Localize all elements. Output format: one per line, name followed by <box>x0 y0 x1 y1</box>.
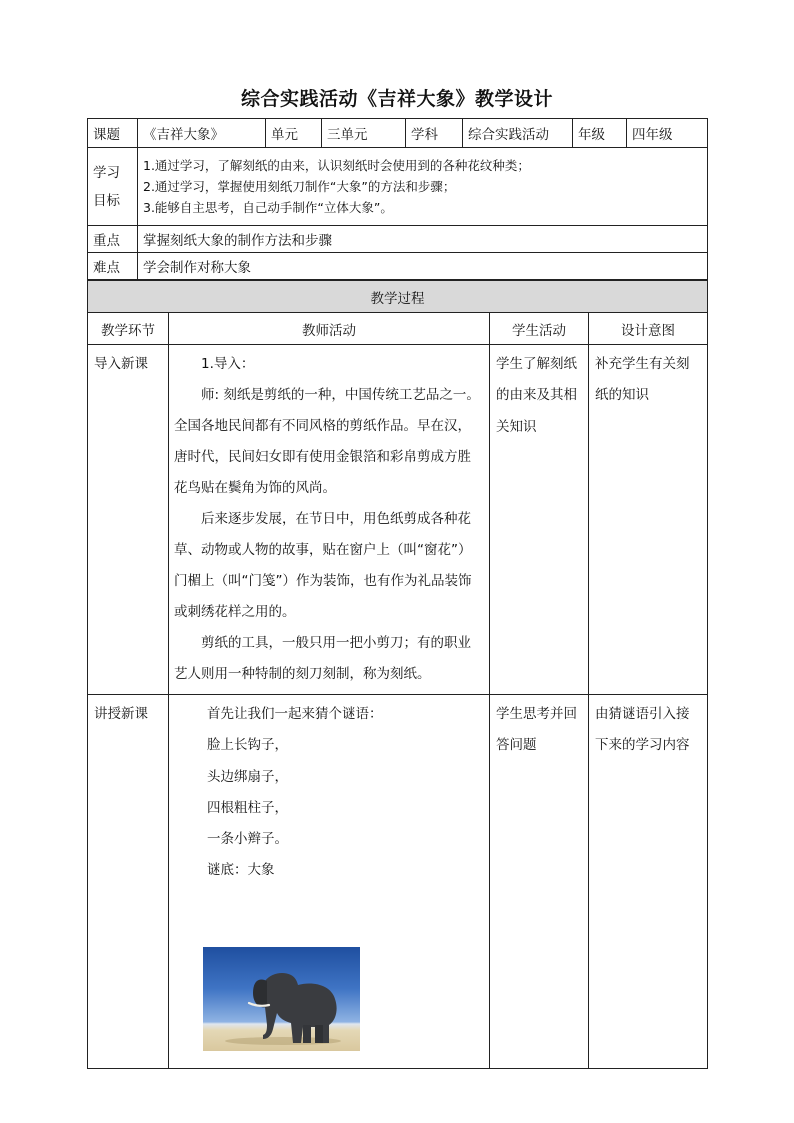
process-heading: 教学过程 <box>88 281 708 313</box>
goals-label-line1: 学习 <box>93 164 120 181</box>
grade-value: 四年级 <box>627 119 708 148</box>
riddle-answer: 谜底：大象 <box>207 862 275 879</box>
grade-label: 年级 <box>573 119 627 148</box>
process-table <box>87 280 708 1069</box>
teacher-activity-intro <box>169 345 490 695</box>
goals-content <box>138 148 708 226</box>
goals-label <box>88 148 138 226</box>
riddle-line: 四根粗柱子， <box>207 799 288 816</box>
goal-item: 1.通过学习，了解刻纸的由来，认识刻纸时会使用到的各种花纹种类； <box>143 158 530 173</box>
design-intent-intro: 补充学生有关刻纸的知识 <box>589 345 708 695</box>
stage-intro: 导入新课 <box>88 345 169 695</box>
elephant-photo <box>203 947 360 1051</box>
riddle-line: 一条小辫子。 <box>207 831 288 848</box>
lesson-label: 课题 <box>88 119 138 148</box>
info-table <box>87 118 708 280</box>
teacher-paragraph: 师: 刻纸是剪纸的一种，中国传统工艺品之一。全国各地民间都有不同风格的剪纸作品。早在汉，唐时代，民间妇女即有使用金银箔和彩帛剪成方胜花鸟贴在鬓角为饰的风尚。 <box>174 387 480 496</box>
teacher-paragraph: 1.导入： <box>201 356 255 372</box>
goal-item: 3.能够自主思考，自己动手制作“立体大象”。 <box>143 200 393 215</box>
riddle-line: 脸上长钩子， <box>207 737 288 754</box>
key-point-label: 重点 <box>88 226 138 253</box>
subject-label: 学科 <box>406 119 463 148</box>
difficulty-value: 学会制作对称大象 <box>138 253 708 280</box>
design-intent-new-lesson: 由猜谜语引入接下来的学习内容 <box>589 695 708 1069</box>
unit-value: 三单元 <box>322 119 406 148</box>
elephant-icon <box>203 947 360 1051</box>
riddle-line: 头边绑扇子， <box>207 768 288 785</box>
col-intent-header: 设计意图 <box>589 313 708 345</box>
student-activity-new-lesson: 学生思考并回答问题 <box>490 695 589 1069</box>
student-activity-intro: 学生了解刻纸的由来及其相关知识 <box>490 345 589 695</box>
col-teacher-header: 教师活动 <box>169 313 490 345</box>
col-stage-header: 教学环节 <box>88 313 169 345</box>
teacher-paragraph: 剪纸的工具，一般只用一把小剪刀；有的职业艺人则用一种特制的刻刀刻制，称为刻纸。 <box>174 635 471 682</box>
page-title: 综合实践活动《吉祥大象》教学设计 <box>240 88 553 110</box>
goals-label-line2: 目标 <box>93 192 120 209</box>
subject-value: 综合实践活动 <box>463 119 573 148</box>
col-student-header: 学生活动 <box>490 313 589 345</box>
difficulty-label: 难点 <box>88 253 138 280</box>
stage-new-lesson: 讲授新课 <box>88 695 169 1069</box>
teacher-paragraph: 后来逐步发展，在节日中，用色纸剪成各种花草、动物或人物的故事，贴在窗户上（叫“窗花”）门楣上（叫“门笺”）作为装饰，也有作为礼品装饰或刺绣花样之用的。 <box>174 511 472 620</box>
lesson-value: 《吉祥大象》 <box>138 119 266 148</box>
goal-item: 2.通过学习，掌握使用刻纸刀制作“大象”的方法和步骤； <box>143 179 456 194</box>
riddle-line: 首先让我们一起来猜个谜语： <box>207 706 383 722</box>
unit-label: 单元 <box>266 119 322 148</box>
key-point-value: 掌握刻纸大象的制作方法和步骤 <box>138 226 708 253</box>
